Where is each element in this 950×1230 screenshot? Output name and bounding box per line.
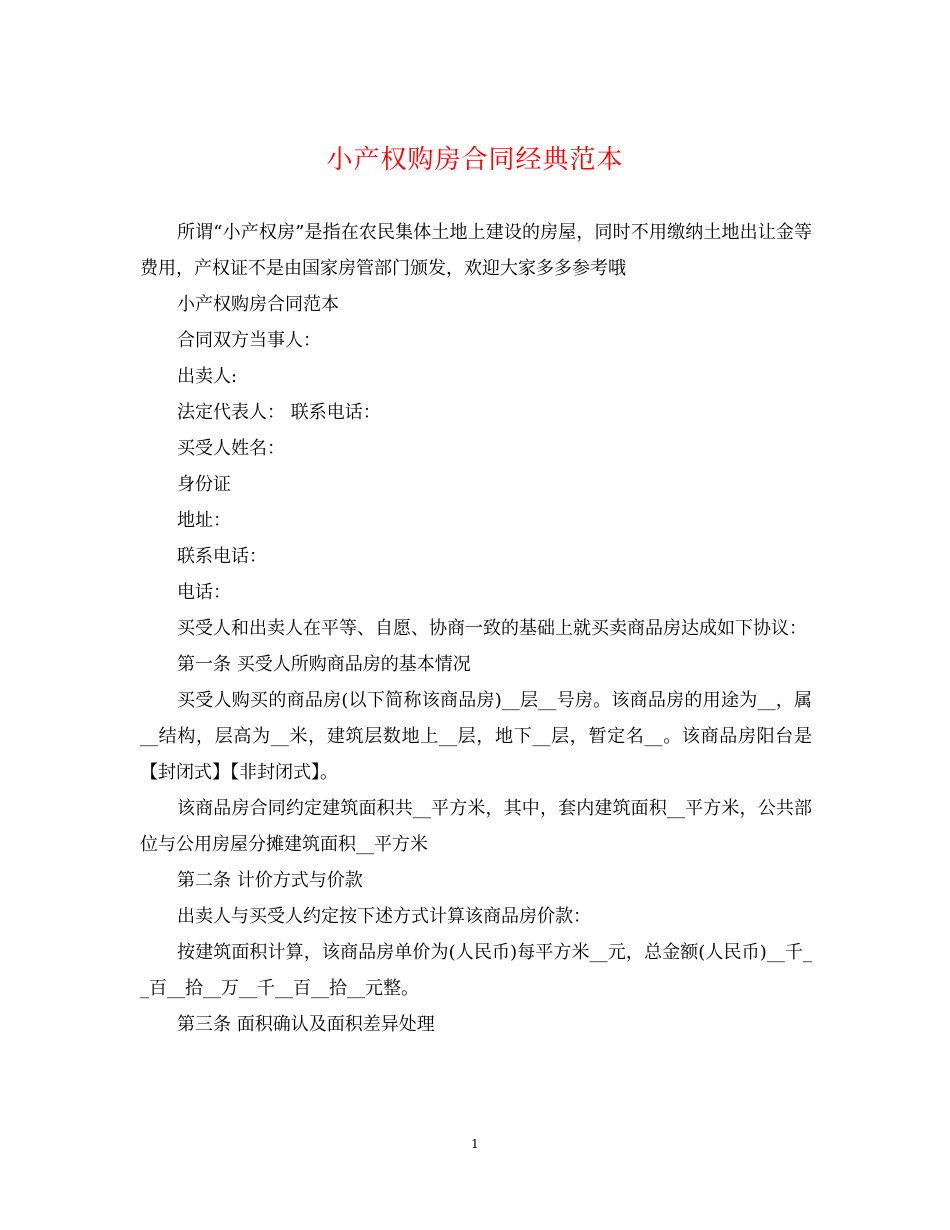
article-1-details: 买受人购买的商品房(以下简称该商品房)__层__号房。该商品房的用途为__，属__结构，层高为__米，建筑层数地上__层，地下__层，暂定名__。该商品房阳台是【封闭式】【非封闭式】。 [140,690,812,783]
article-1-area: 该商品房合同约定建筑面积共__平方米，其中，套内建筑面积__平方米，公共部位与公用房屋分摊建筑面积__平方米 [140,798,812,855]
id-card-line: 身份证 [177,474,231,495]
page-number: 1 [471,1137,479,1151]
article-3-heading: 第三条 面积确认及面积差异处理 [177,1014,435,1035]
address-line: 地址： [177,510,231,531]
article-1-heading: 第一条 买受人所购商品房的基本情况 [177,654,471,675]
article-2-price: 按建筑面积计算，该商品房单价为(人民币)每平方米__元，总金额(人民币)__千__百__拾__万__千__百__拾__元整。 [140,942,812,999]
contact-phone-line: 联系电话： [177,546,267,567]
intro-paragraph: 所谓“小产权房”是指在农民集体土地上建设的房屋，同时不用缴纳土地出让金等费用，产权证不是由国家房管部门颁发，欢迎大家多多参考哦 [140,222,812,279]
document-body [140,215,812,1043]
phone-line: 电话： [177,582,231,603]
article-2-heading: 第二条 计价方式与价款 [177,870,363,891]
parties-heading: 合同双方当事人： [177,330,321,351]
agreement-paragraph: 买受人和出卖人在平等、自愿、协商一致的基础上就买卖商品房达成如下协议： [177,618,807,639]
legal-rep-line: 法定代表人： 联系电话： [177,402,381,423]
contract-subtitle: 小产权购房合同范本 [177,294,339,315]
document-title: 小产权购房合同经典范本 [326,145,624,175]
buyer-name-line: 买受人姓名： [177,438,285,459]
seller-line: 出卖人: [177,366,238,387]
article-2-intro: 出卖人与买受人约定按下述方式计算该商品房价款： [177,906,591,927]
